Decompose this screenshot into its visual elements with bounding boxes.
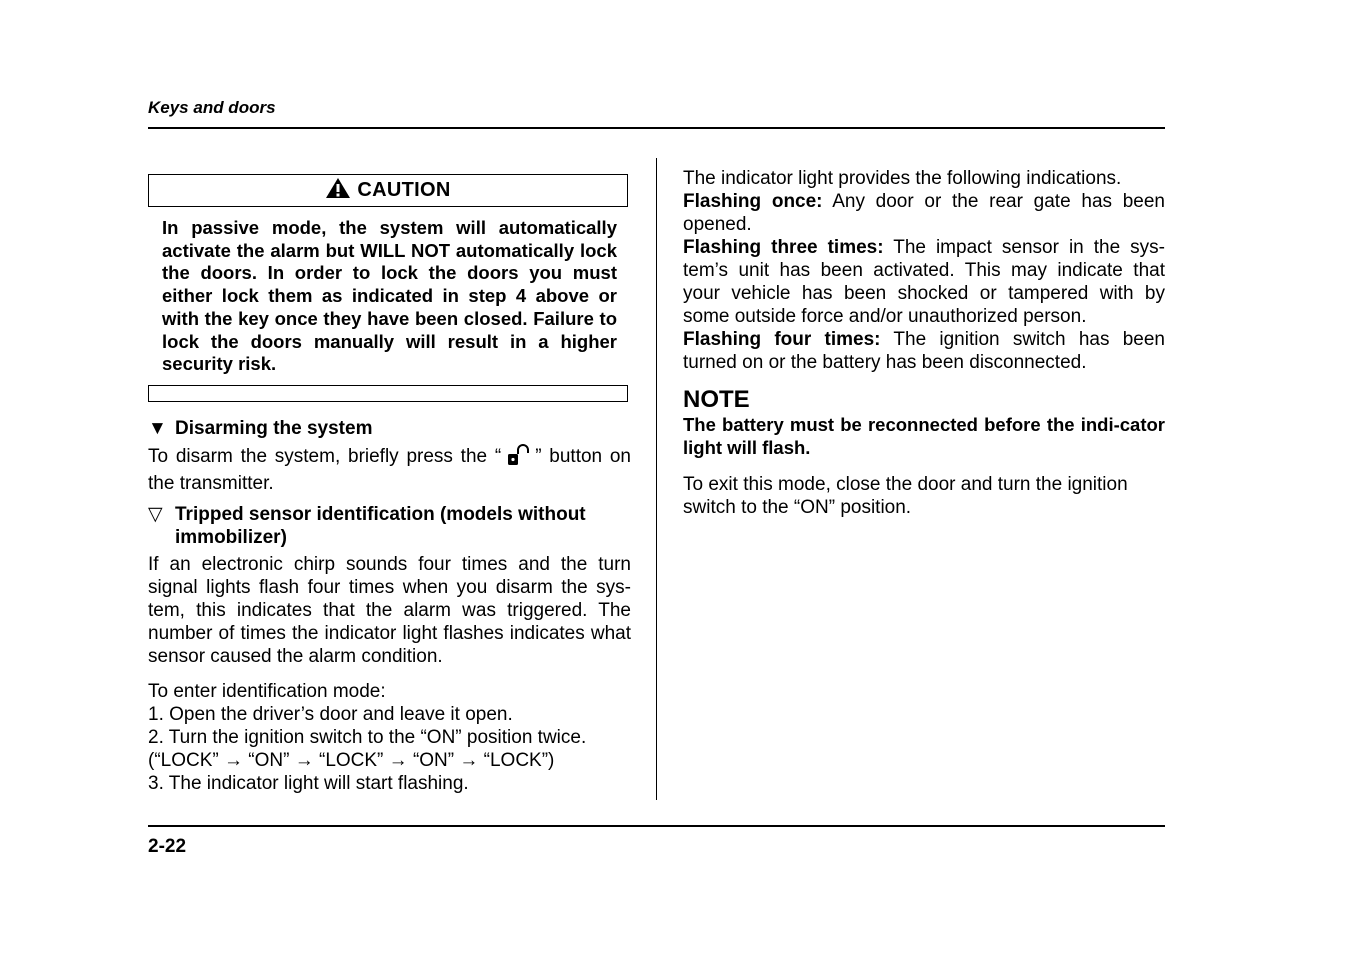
indication-label: Flashing once: [683, 191, 823, 212]
filled-triangle-marker: ▼ [148, 418, 167, 439]
disarming-heading [148, 417, 372, 440]
indication-item [683, 236, 1165, 328]
exit-text: To exit this mode, close the door and turn the ignition switch to the “ON” position. [683, 474, 1128, 518]
indication-text: The ignition switch has been turned on or the battery has been disconnected. [683, 329, 1165, 373]
caution-label: CAUTION [357, 179, 451, 201]
indication-label: Flashing three times: [683, 237, 884, 258]
indication-item [683, 328, 1165, 374]
identification-step-1: 1. Open the driver’s door and leave it open. [148, 704, 513, 725]
caution-footer-box [148, 385, 628, 402]
page-number: 2-22 [148, 836, 187, 857]
disarming-text [148, 444, 631, 495]
unlock-icon [505, 444, 531, 472]
warning-triangle-icon [325, 177, 351, 204]
indications-intro: The indicator light provides the following indications. [683, 168, 1122, 189]
caution-text: In passive mode, the system will automatically activate the alarm but WILL NOT automatically lock the doors. In order to lock the doors you must either lock them as indicated in step 4 above or with the key once they have been closed. Failure to lock the doors manually will result in a higher security risk. [162, 217, 617, 375]
tripped-heading-text: Tripped sensor identification (models without immobilizer) [175, 504, 586, 548]
indication-text: Any door or the rear gate has been opened. [683, 191, 1165, 235]
indication-text: The impact sensor in the sys-tem’s unit has been activated. This may indicate that your vehicle has been shocked or tampered with by some outside force and/or unauthorized person. [683, 237, 1165, 327]
disarming-text-before: To disarm the system, briefly press the “ [148, 446, 502, 467]
running-header: Keys and doors [148, 98, 276, 117]
note-text: The battery must be reconnected before the indi-cator light will flash. [683, 414, 1165, 458]
indication-item [683, 190, 1165, 236]
tripped-heading [148, 503, 631, 549]
disarming-text-after: ” button on the transmitter. [148, 446, 632, 494]
footer-rule [148, 825, 1165, 827]
indications-block [683, 167, 1165, 374]
identification-steps [148, 680, 631, 795]
caution-header-box [148, 174, 628, 207]
indication-label: Flashing four times: [683, 329, 881, 350]
tripped-text: If an electronic chirp sounds four times and the turn signal lights flash four times when you disarm the sys-tem, this indicates that the alarm was triggered. The number of times the indicator light flashes indicates what sensor caused the alarm condition. [148, 554, 631, 667]
header-rule [148, 127, 1165, 129]
note-heading: NOTE [683, 386, 750, 413]
identification-step-3: 3. The indicator light will start flashing. [148, 773, 469, 794]
hollow-triangle-marker: ▽ [148, 504, 163, 525]
disarming-heading-text: Disarming the system [175, 418, 373, 439]
identification-step-2: 2. Turn the ignition switch to the “ON” position twice. (“LOCK” → “ON” → “LOCK” → “ON” → “LOCK”) [148, 727, 587, 771]
column-divider [656, 158, 657, 800]
identification-intro: To enter identification mode: [148, 681, 386, 702]
